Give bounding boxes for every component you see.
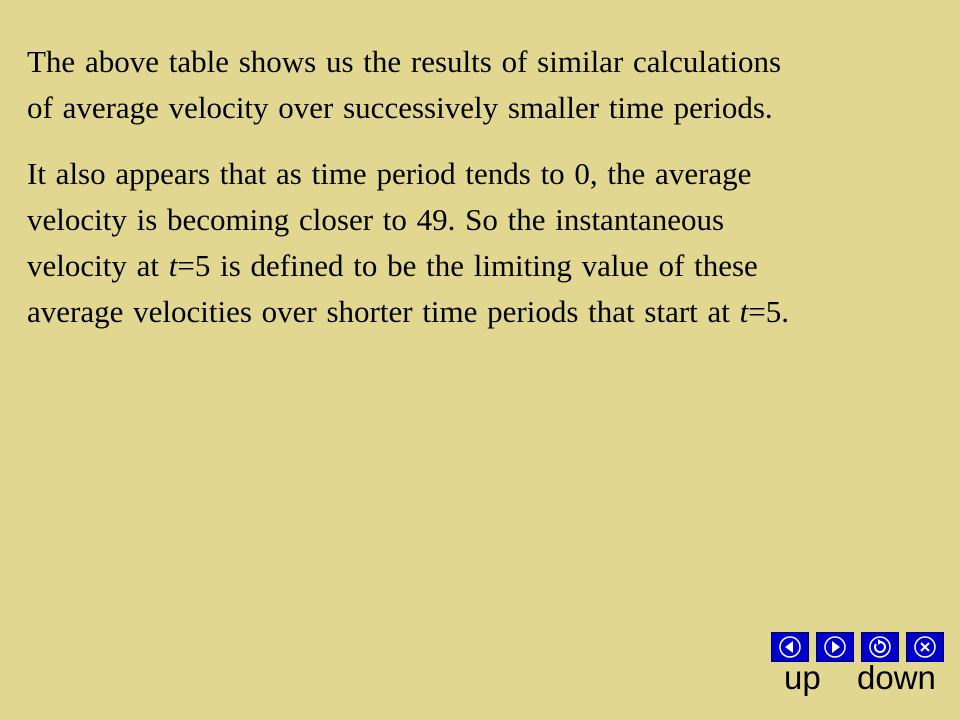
line3-suffix: =5 is defined to be the limiting value of these xyxy=(177,248,758,283)
variable-t: t xyxy=(168,248,178,283)
variable-t: t xyxy=(739,294,749,329)
arrow-left-icon xyxy=(777,636,803,658)
paragraph2-line4 xyxy=(27,289,937,335)
line4-suffix: =5. xyxy=(748,294,790,329)
next-slide-button[interactable] xyxy=(816,632,854,662)
paragraph1-line2: of average velocity over successively smaller time periods. xyxy=(27,90,773,125)
paragraph-results-summary xyxy=(27,39,937,131)
paragraph2-line3 xyxy=(27,243,937,289)
return-icon xyxy=(867,636,893,658)
down-label[interactable]: down xyxy=(857,659,936,696)
line4-prefix: average velocities over shorter time periods that start at xyxy=(27,294,740,329)
up-label[interactable]: up xyxy=(784,659,821,696)
paragraph1-line1: The above table shows us the results of similar calculations xyxy=(27,44,782,79)
paragraph-instantaneous-velocity xyxy=(27,151,937,335)
close-icon xyxy=(912,636,938,658)
line3-prefix: velocity at xyxy=(27,248,169,283)
paragraph2-line2: velocity is becoming closer to 49. So the instantaneous xyxy=(27,202,725,237)
paragraph2-line1: It also appears that as time period tends to 0, the average xyxy=(27,156,752,191)
arrow-right-icon xyxy=(822,636,848,658)
